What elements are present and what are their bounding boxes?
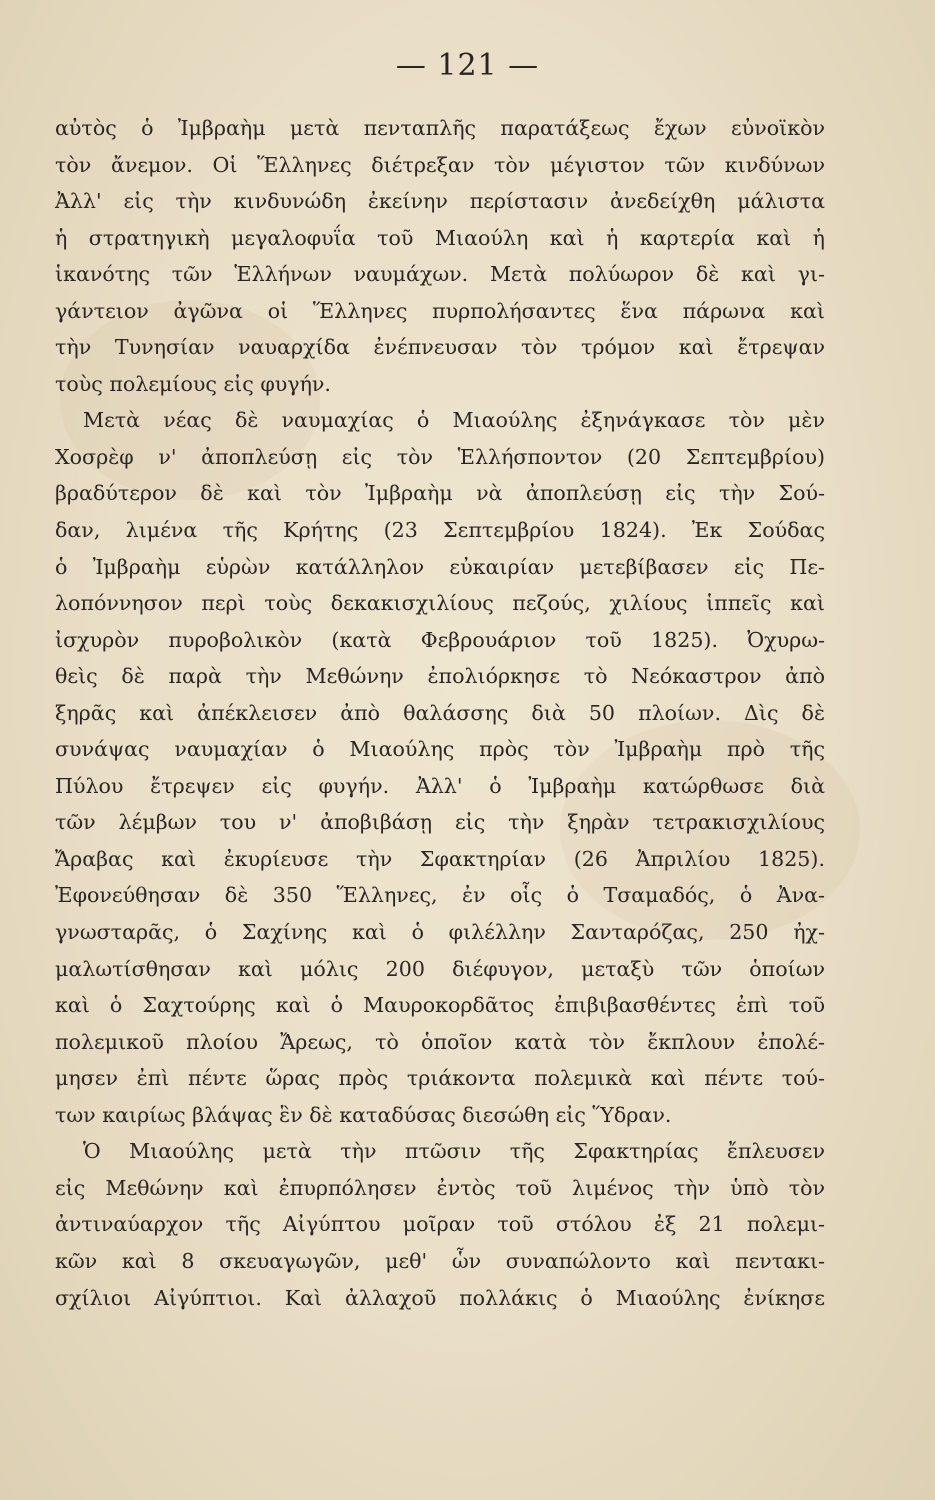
page-number: — 121 —: [395, 48, 540, 83]
text-line: δαν, λιμένα τῆς Κρήτης (23 Σεπτεμβρίου 1824). Ἐκ Σούδας: [55, 518, 825, 543]
text-line: ὁ Ἰμβραὴμ εὑρὼν κατάλληλον εὐκαιρίαν μετεβίβασεν εἰς Πε-: [55, 554, 825, 579]
text-line: καὶ ὁ Σαχτούρης καὶ ὁ Μαυροκορδᾶτος ἐπιβιβασθέντες ἐπὶ τοῦ: [55, 993, 825, 1018]
text-line: τῶν λέμβων του ν' ἀποβιβάσῃ εἰς τὴν ξηρὰν τετρακισχιλίους: [55, 810, 825, 835]
text-line: τὸν ἄνεμον. Οἱ Ἕλληνες διέτρεξαν τὸν μέγιστον τῶν κινδύνων: [55, 152, 825, 177]
text-line: αὐτὸς ὁ Ἰμβραὴμ μετὰ πενταπλῆς παρατάξεως ἔχων εὐνοϊκὸν: [55, 116, 825, 140]
text-line: Μετὰ νέας δὲ ναυμαχίας ὁ Μιαούλης ἐξηνάγκασε τὸν μὲν: [83, 408, 825, 433]
text-line: των καιρίως βλάψας ἓν δὲ καταδύσας διεσώθη εἰς Ὕδραν.: [55, 1102, 672, 1127]
text-line: Ἀλλ' εἰς τὴν κινδυνώδη ἐκείνην περίστασιν ἀνεδείχθη μάλιστα: [55, 189, 825, 214]
text-line: μησεν ἐπὶ πέντε ὥρας πρὸς τριάκοντα πολεμικὰ καὶ πέντε τού-: [55, 1066, 825, 1091]
text-line: Ἄραβας καὶ ἐκυρίευσε τὴν Σφακτηρίαν (26 Ἀπριλίου 1825).: [55, 846, 825, 871]
text-line: τὴν Τυνησίαν ναυαρχίδα ἐνέπνευσαν τὸν τρόμον καὶ ἔτρεψαν: [55, 335, 825, 360]
text-line: Πύλου ἔτρεψεν εἰς φυγήν. Ἀλλ' ὁ Ἰμβραὴμ κατώρθωσε διὰ: [55, 773, 825, 798]
text-line: ἰσχυρὸν πυροβολικὸν (κατὰ Φεβρουάριον τοῦ 1825). Ὀχυρω-: [55, 627, 825, 652]
text-line: πολεμικοῦ πλοίου Ἄρεως, τὸ ὁποῖον κατὰ τὸν ἔκπλουν ἐπολέ-: [55, 1029, 825, 1054]
text-line: εἰς Μεθώνην καὶ ἐπυρπόλησεν ἐντὸς τοῦ λιμένος τὴν ὑπὸ τὸν: [55, 1175, 825, 1200]
text-line: γάντειον ἀγῶνα οἱ Ἕλληνες πυρπολήσαντες ἕνα πάρωνα καὶ: [55, 298, 825, 323]
text-line: τοὺς πολεμίους εἰς φυγήν.: [55, 371, 331, 396]
text-line: Χοσρὲφ ν' ἀποπλεύσῃ εἰς τὸν Ἑλλήσποντον (20 Σεπτεμβρίου): [55, 444, 825, 469]
text-line: μαλωτίσθησαν καὶ μόλις 200 διέφυγον, μεταξὺ τῶν ὁποίων: [55, 956, 825, 981]
text-line: ξηρᾶς καὶ ἀπέκλεισεν ἀπὸ θαλάσσης διὰ 50 πλοίων. Δὶς δὲ: [55, 700, 825, 725]
text-line: σχίλιοι Αἰγύπτιοι. Καὶ ἀλλαχοῦ πολλάκις ὁ Μιαούλης ἐνίκησε: [55, 1285, 825, 1310]
text-line: θεὶς δὲ παρὰ τὴν Μεθώνην ἐπολιόρκησε τὸ Νεόκαστρον ἀπὸ: [55, 664, 825, 689]
text-line: συνάψας ναυμαχίαν ὁ Μιαούλης πρὸς τὸν Ἰμβραὴμ πρὸ τῆς: [55, 737, 825, 762]
text-line: Ὁ Μιαούλης μετὰ τὴν πτῶσιν τῆς Σφακτηρίας ἔπλευσεν: [83, 1139, 825, 1164]
text-line: βραδύτερον δὲ καὶ τὸν Ἰμβραὴμ νὰ ἀποπλεύσῃ εἰς τὴν Σού-: [55, 481, 825, 506]
text-line: λοπόννησον περὶ τοὺς δεκακισχιλίους πεζούς, χιλίους ἱππεῖς καὶ: [55, 591, 825, 616]
text-line: ἡ στρατηγικὴ μεγαλοφυΐα τοῦ Μιαούλη καὶ ἡ καρτερία καὶ ἡ: [55, 225, 825, 250]
body-text: [55, 110, 825, 1316]
text-line: Ἐφονεύθησαν δὲ 350 Ἕλληνες, ἐν οἷς ὁ Τσαμαδός, ὁ Ἀνα-: [55, 883, 825, 908]
text-line: κῶν καὶ 8 σκευαγωγῶν, μεθ' ὧν συναπώλοντο καὶ πεντακι-: [55, 1248, 825, 1273]
text-line: ἱκανότης τῶν Ἑλλήνων ναυμάχων. Μετὰ πολύωρον δὲ καὶ γι-: [55, 262, 825, 287]
text-line: γνωσταρᾶς, ὁ Σαχίνης καὶ ὁ φιλέλλην Σανταρόζας, 250 ἠχ-: [55, 920, 825, 945]
text-line: ἀντιναύαρχον τῆς Αἰγύπτου μοῖραν τοῦ στόλου ἐξ 21 πολεμι-: [55, 1212, 825, 1237]
